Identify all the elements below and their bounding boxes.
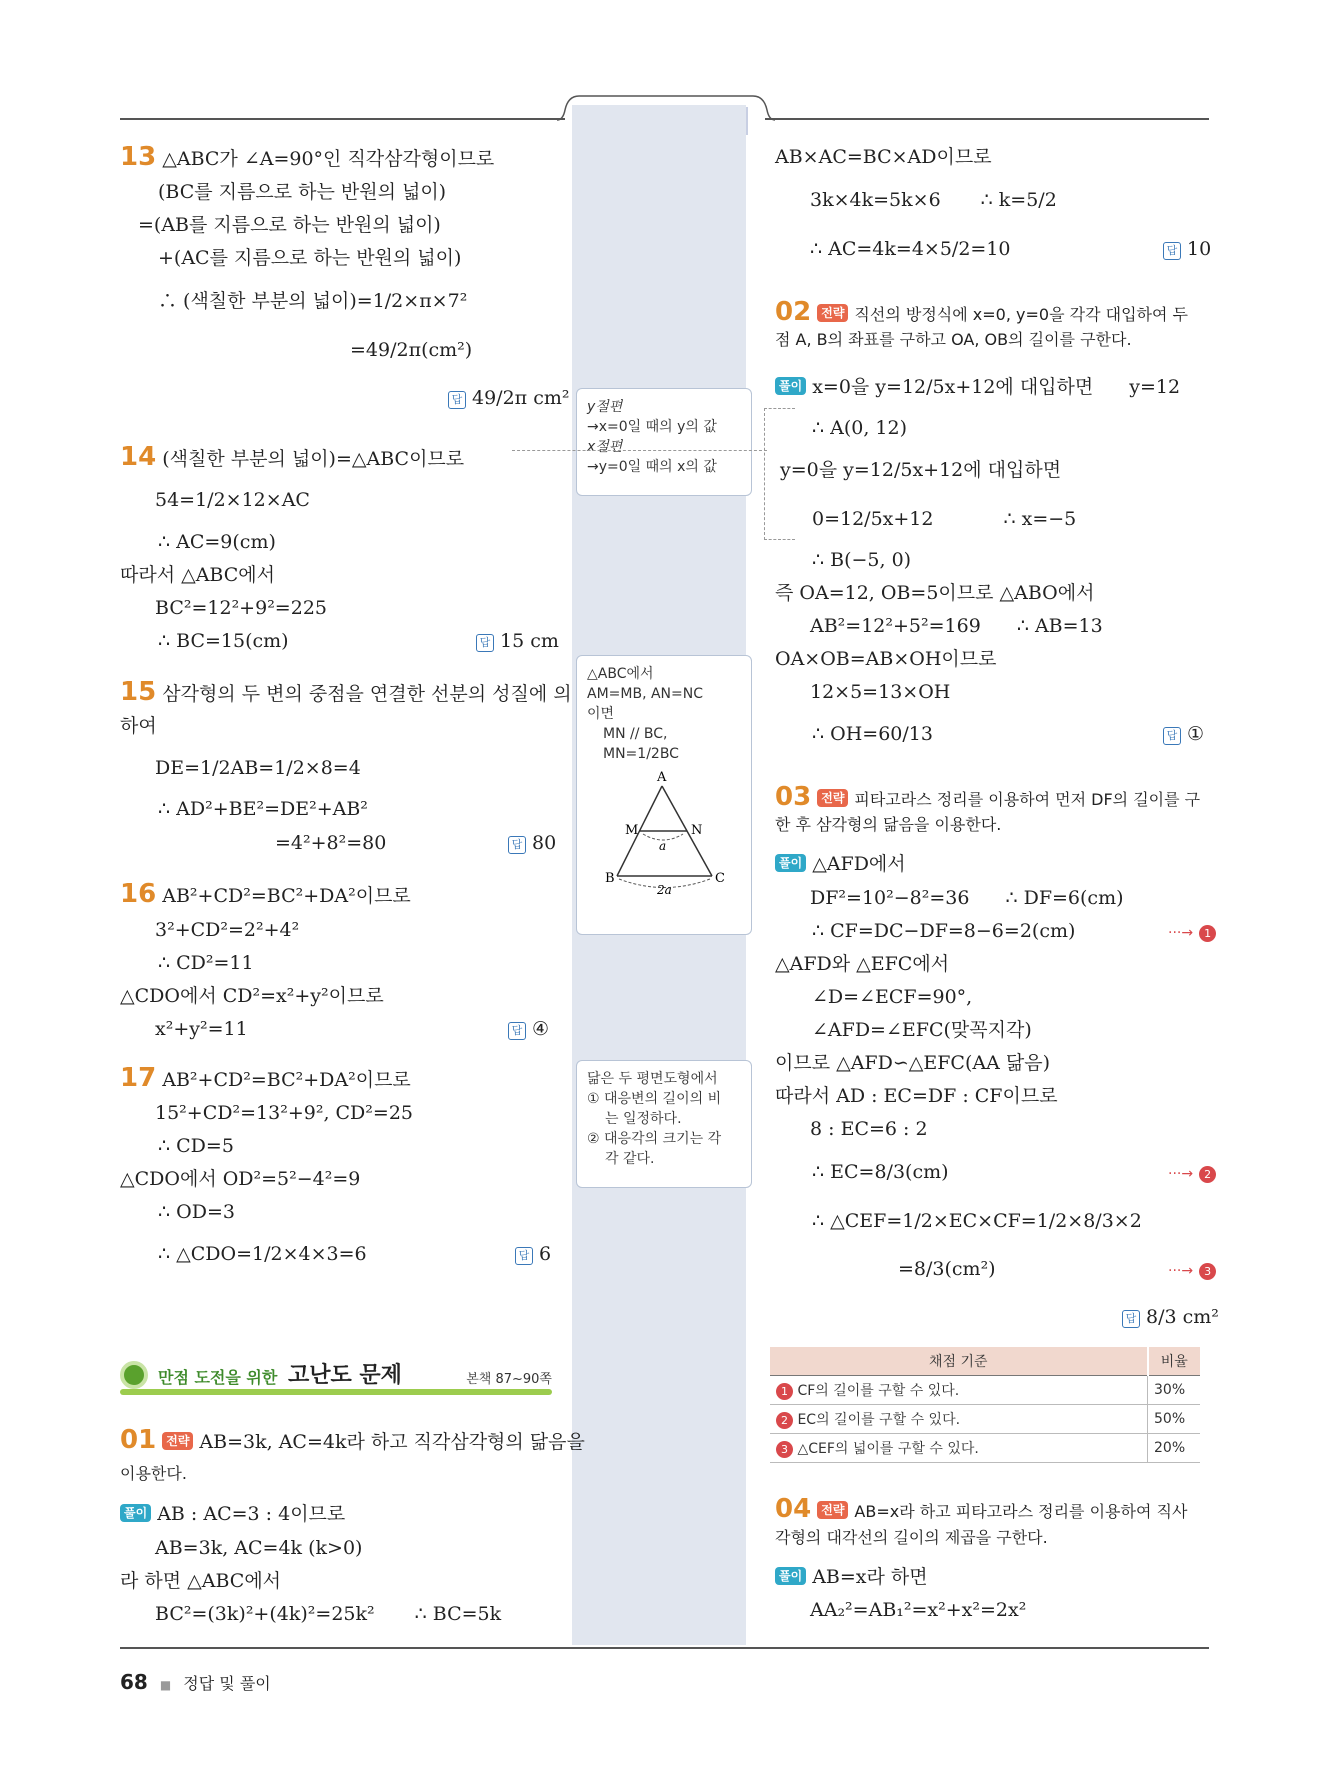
q02-line9: AB²=12²+5²=169 ∴ AB=13 [810,615,1103,637]
section-title: 고난도 문제 [288,1363,402,1388]
q02-answer: 답 ① [1163,722,1204,746]
q14-line6: ∴ BC=15(cm) [158,630,289,652]
q14-line3: ∴ AC=9(cm) [158,531,276,553]
q03-line8: ∠AFD=∠EFC(맞꼭지각) [812,1019,1032,1041]
q17-line4: △CDO에서 OD²=5²−4²=9 [120,1168,361,1190]
answer-icon: 답 [515,1247,533,1265]
q04-line3: 풀이 AB=x라 하면 [775,1565,928,1589]
q15-line3: DE=1/2AB=1/2×8=4 [155,757,361,779]
note-line: AM=MB, AN=NC [587,686,703,702]
q13-line2: (BC를 지름으로 하는 반원의 넓이) [158,181,447,203]
section-pre: 만점 도전을 위한 [158,1368,278,1387]
solution-tag: 풀이 [120,1504,151,1522]
note-box-midpoint [576,655,752,935]
q01-line6: BC²=(3k)²+(4k)²=25k² ∴ BC=5k [155,1603,502,1625]
table-row: 3 △CEF의 넓이를 구할 수 있다. 20% [770,1434,1200,1463]
q13-line1: 13 △ABC가 ∠A=90°인 직각삼각형이므로 [120,142,495,172]
solution-tag: 풀이 [775,1567,806,1585]
q03-line1: 03 전략 피타고라스 정리를 이용하여 먼저 DF의 길이를 구 [775,782,1201,812]
strategy-tag: 전략 [817,304,848,322]
q17-line5: ∴ OD=3 [158,1201,235,1223]
q02-line1: 02 전략 직선의 방정식에 x=0, y=0을 각각 대입하여 두 [775,297,1188,327]
q01-line4: AB=3k, AC=4k (k>0) [155,1537,363,1559]
strategy-tag: 전략 [817,1501,848,1519]
q17-line6: ∴ △CDO=1/2×4×3=6 [158,1243,367,1265]
note-line: x절편 [587,439,623,455]
q03-mark-1: ···→ 1 [1168,919,1216,945]
solution-tag: 풀이 [775,854,806,872]
footer [120,1670,271,1697]
q16-line3: ∴ CD²=11 [158,952,254,974]
q16-line5: x²+y²=11 [155,1018,248,1040]
page-number: 68 [120,1670,148,1694]
note-line: 는 일정하다. [605,1111,682,1127]
q03-line3: 풀이 △AFD에서 [775,852,906,876]
q01-line1: 01 전략 AB=3k, AC=4k라 하고 직각삼각형의 닮음을 [120,1425,585,1455]
answer-icon: 답 [476,634,494,652]
q13-answer: 답 49/2π cm² [448,386,569,410]
q03-number: 03 [775,782,812,812]
fig-label-a: A [657,770,667,785]
q15-answer: 답 80 [508,831,556,855]
q01-line5: 라 하면 △ABC에서 [120,1570,282,1592]
table-row: 2 EC의 길이를 구할 수 있다. 50% [770,1405,1200,1434]
section-header [120,1355,552,1397]
q02-line12: ∴ OH=60/13 [812,723,933,745]
q03-mark-3: ···→ 3 [1168,1257,1216,1283]
note-box-similar [576,1060,752,1188]
grading-head [770,1347,1200,1376]
note-line: →y=0일 때의 x의 값 [587,459,717,475]
note-line: △ABC에서 [587,666,654,682]
answer-icon: 답 [448,391,466,409]
q03-line10: 따라서 AD : EC=DF : CF이므로 [775,1085,1058,1107]
q13-line4: +(AC를 지름으로 하는 반원의 넓이) [158,247,462,269]
triangle-figure [587,766,737,896]
note-line: 이면 [587,706,615,722]
section-dot-icon [120,1361,148,1389]
q14-line1: 14 (색칠한 부분의 넓이)=△ABC이므로 [120,442,465,472]
footer-dot: ■ [159,1678,172,1692]
q17-line1: 17 AB²+CD²=BC²+DA²이므로 [120,1063,411,1093]
q02-line6: 0=12/5x+12 ∴ x=−5 [812,508,1077,530]
solution-tag: 풀이 [775,377,806,395]
fig-label-len-2a: 2a [657,883,672,896]
q14-line4: 따라서 △ABC에서 [120,564,275,586]
q03-line6: △AFD와 △EFC에서 [775,953,950,975]
q03-line13: ∴ △CEF=1/2×EC×CF=1/2×8/3×2 [812,1210,1142,1232]
q17-line2: 15²+CD²=13²+9², CD²=25 [155,1102,414,1124]
q13-number: 13 [120,142,157,172]
q04-line2: 각형의 대각선의 길이의 제곱을 구한다. [775,1528,1048,1547]
q14-answer: 답 15 cm [476,629,559,653]
answer-icon: 답 [508,836,526,854]
q15-line2: 하여 [120,715,157,737]
grading-head-criteria: 채점 기준 [770,1347,1148,1376]
strategy-tag: 전략 [162,1432,193,1450]
q03-line2: 한 후 삼각형의 닮음을 이용한다. [775,815,1002,834]
q14-number: 14 [120,442,157,472]
note-line: 닮은 두 평면도형에서 [587,1071,718,1087]
answer-icon: 답 [1122,1310,1140,1328]
q16-line4: △CDO에서 CD²=x²+y²이므로 [120,985,384,1007]
q15-line1: 15 삼각형의 두 변의 중점을 연결한 선분의 성질에 의 [120,677,572,707]
cont-line2: 3k×4k=5k×6 ∴ k=5/2 [810,189,1057,211]
dashed-bracket [764,408,795,540]
cont-answer: 답 10 [1163,237,1211,261]
header-rule-left [120,118,565,120]
q04-line4: AA₂²=AB₁²=x²+x²=2x² [810,1599,1027,1621]
section-bar [120,1389,552,1395]
header-rule-right [765,118,1209,120]
q03-answer: 답 8/3 cm² [1122,1305,1219,1329]
section-ref: 본책 87~90쪽 [466,1372,552,1387]
note-line: ② 대응각의 크기는 각 [587,1131,722,1147]
q15-line4: ∴ AD²+BE²=DE²+AB² [158,798,368,820]
q16-number: 16 [120,879,157,909]
q04-line1: 04 전략 AB=x라 하고 피타고라스 정리를 이용하여 직사 [775,1494,1188,1524]
q01-number: 01 [120,1425,157,1455]
q17-number: 17 [120,1063,157,1093]
dashed-connector [512,450,767,451]
q17-answer: 답 6 [515,1242,551,1266]
q16-line1: 16 AB²+CD²=BC²+DA²이므로 [120,879,411,909]
q03-mark-2: ···→ 2 [1168,1160,1216,1186]
answer-icon: 답 [1163,242,1181,260]
q13-line6: =49/2π(cm²) [350,339,473,361]
cont-line3: ∴ AC=4k=4×5/2=10 [810,238,1011,260]
note-line: 각 같다. [605,1151,655,1167]
q13-line3: =(AB를 지름으로 하는 반원의 넓이) [138,214,441,236]
q03-line12: ∴ EC=8/3(cm) [812,1161,949,1183]
note-line: MN // BC, [603,726,668,742]
q03-line5: ∴ CF=DC−DF=8−6=2(cm) [812,920,1076,942]
q03-line9: 이므로 △AFD∽△EFC(AA 닮음) [775,1052,1050,1074]
grading-head-rate: 비율 [1148,1347,1201,1376]
note-line: ① 대응변의 길이의 비 [587,1091,722,1107]
q14-line2: 54=1/2×12×AC [155,489,310,511]
q02-line10: OA×OB=AB×OH이므로 [775,648,997,670]
q02-line2: 점 A, B의 좌표를 구하고 OA, OB의 길이를 구한다. [775,330,1132,349]
q01-line2: 이용한다. [120,1464,187,1483]
q15-line5: =4²+8²=80 [275,832,387,854]
q03-line11: 8 : EC=6 : 2 [810,1118,928,1140]
q02-number: 02 [775,297,812,327]
q02-line3: 풀이 x=0을 y=12/5x+12에 대입하면 y=12 [775,375,1180,399]
q02-line8: 즉 OA=12, OB=5이므로 △ABO에서 [775,582,1095,604]
q14-line5: BC²=12²+9²=225 [155,597,327,619]
q02-line11: 12×5=13×OH [810,681,951,703]
note-line: →x=0일 때의 y의 값 [587,419,717,435]
note-line: MN=1/2BC [603,746,679,762]
q03-line4: DF²=10²−8²=36 ∴ DF=6(cm) [810,887,1124,909]
q04-number: 04 [775,1494,812,1524]
q01-line3: 풀이 AB : AC=3 : 4이므로 [120,1502,345,1526]
grading-table [770,1347,1200,1463]
fig-label-m: M [625,823,639,838]
q16-answer: 답 ④ [508,1017,549,1041]
fig-label-n: N [691,823,703,838]
note-line: y절편 [587,399,623,415]
q13-line5: ∴ (색칠한 부분의 넓이)=1/2×π×7² [158,290,468,312]
q02-line4: ∴ A(0, 12) [812,417,908,439]
fig-label-b: B [605,871,615,886]
q02-line5: y=0을 y=12/5x+12에 대입하면 [780,459,1062,481]
fig-label-c: C [715,871,725,886]
footer-rule [120,1647,1209,1649]
q03-line7: ∠D=∠ECF=90°, [812,986,973,1008]
q16-line2: 3²+CD²=2²+4² [155,919,300,941]
q17-line3: ∴ CD=5 [158,1135,234,1157]
q02-line7: ∴ B(−5, 0) [812,549,912,571]
answer-icon: 답 [1163,727,1181,745]
strategy-tag: 전략 [817,789,848,807]
q15-number: 15 [120,677,157,707]
answer-icon: 답 [508,1022,526,1040]
table-row: 1 CF의 길이를 구할 수 있다. 30% [770,1376,1200,1405]
footer-title: 정답 및 풀이 [183,1674,271,1693]
q03-line14: =8/3(cm²) [898,1258,996,1280]
cont-line1: AB×AC=BC×AD이므로 [775,146,992,168]
note-box-intercept [576,388,752,496]
fig-label-len-a: a [659,839,667,853]
